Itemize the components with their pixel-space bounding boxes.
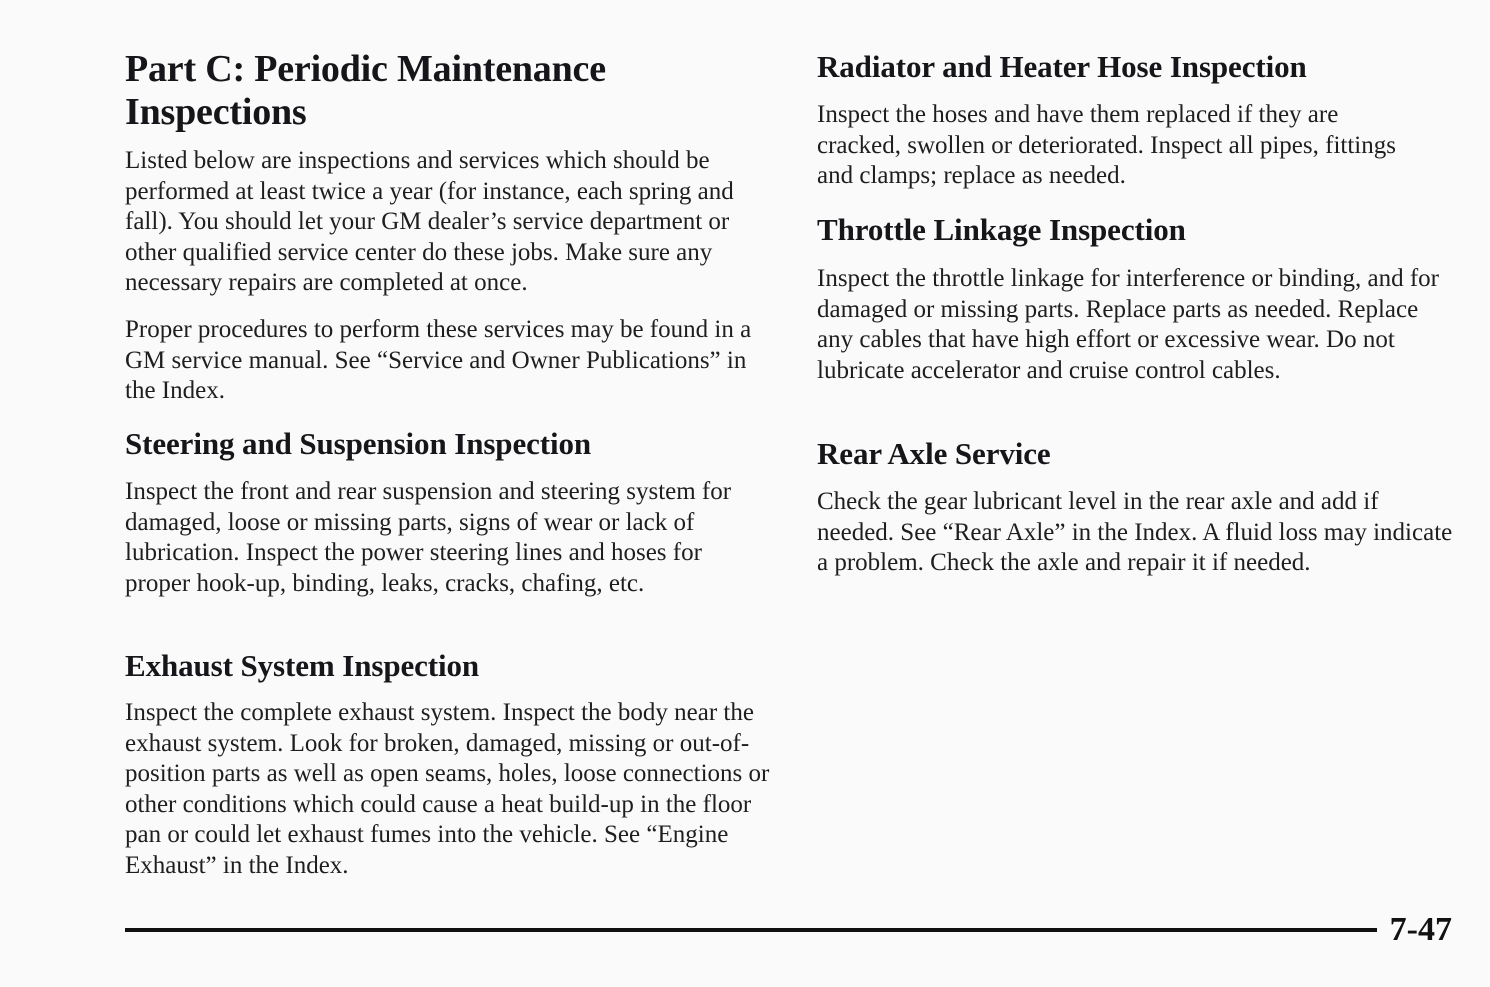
steering-heading: Steering and Suspension Inspection: [125, 426, 592, 461]
intro-paragraph-2: Proper procedures to perform these services may be found in a GM service manual. See “Service and Owner Publications” in the Index.: [125, 316, 752, 405]
intro-paragraph-1: Listed below are inspections and services which should be performed at least twice a year (for instance, each spring and fall). You should let your GM dealer’s service department or other qualified service center do these jobs. Make sure any necessary repairs are completed at once.: [125, 147, 734, 297]
exhaust-body: Inspect the complete exhaust system. Inspect the body near the exhaust system. Look for broken, damaged, missing or out-of-position parts as well as open seams, holes, loose connections or other conditions which could cause a heat build-up in the floor pan or could let exhaust fumes into the vehicle. See “Engine Exhaust” in the Index.: [125, 699, 770, 879]
page-number: 7-47: [1389, 911, 1452, 948]
steering-body: Inspect the front and rear suspension and steering system for damaged, loose or missing parts, signs of wear or lack of lubrication. Inspect the power steering lines and hoses for proper hook-up, binding, leaks, cracks, chafing, etc.: [125, 478, 732, 597]
rear-axle-body: Check the gear lubricant level in the rear axle and add if needed. See “Rear Axle” in the Index. A fluid loss may indicate a problem. Check the axle and repair it if needed.: [817, 488, 1453, 577]
rear-axle-heading: Rear Axle Service: [817, 436, 1051, 471]
footer-rule: [125, 928, 1377, 932]
throttle-heading: Throttle Linkage Inspection: [817, 212, 1186, 247]
radiator-body: Inspect the hoses and have them replaced if they are cracked, swollen or deteriorated. Inspect all pipes, fittings and clamps; replace as needed.: [817, 101, 1396, 190]
throttle-body: Inspect the throttle linkage for interference or binding, and for damaged or missing parts. Replace parts as needed. Replace any cables that have high effort or excessive wear. Do not lubricate accelerator and cruise control cables.: [817, 265, 1439, 384]
exhaust-heading: Exhaust System Inspection: [125, 648, 480, 683]
radiator-heading: Radiator and Heater Hose Inspection: [817, 49, 1307, 84]
part-title: Part C: Periodic Maintenance Inspections: [125, 48, 606, 133]
